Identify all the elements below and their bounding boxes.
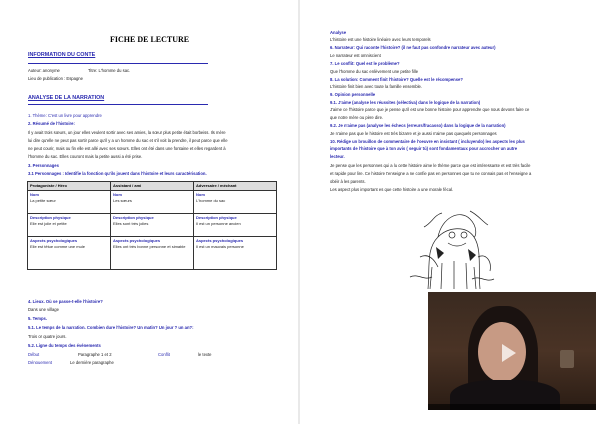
play-icon[interactable] <box>502 344 516 362</box>
table-cell: Description physique Elle est jolie et petite <box>28 214 111 237</box>
question-line: 9.1. J'aime (analyse les réussites (sélectiva) dans le logique de la narration) <box>330 100 481 105</box>
time-question: 5.1. Le temps de la narration. Combien dure l'histoire? Un matin? Un jour ? un an?: <box>28 325 194 330</box>
question-line: 9. Opinion personnelle <box>330 92 376 97</box>
answer-line: L'histoire est une histoire linéaire avec leurs temporels <box>330 37 431 42</box>
info-heading: INFORMATION DU CONTE <box>28 52 96 58</box>
summary-line: l'homme du sac. Elles couront mais la petite aussi a été prise. <box>28 154 143 159</box>
right-page <box>300 0 600 424</box>
characters-table <box>27 181 277 270</box>
table-cell: Description physique Il est un personne ancien <box>194 214 277 237</box>
table-cell: Description physique Elles sont très jolies <box>111 214 194 237</box>
summary-line: lui dire qu'elle ne peut pas sortir parce qu'il y a un homme du sac et s'il voit la prendre, il peut parce que elle <box>28 138 228 143</box>
characters-heading: 3. Personnages <box>28 163 59 168</box>
table-header: Assistant / ami <box>111 182 194 191</box>
analysis-heading: ANALYSE DE LA NARRATION <box>28 95 105 101</box>
timeline-end-label: Dénouement <box>28 360 52 365</box>
left-page <box>0 0 298 424</box>
question-line: lecteur. <box>330 154 345 159</box>
place-answer: Dans une village <box>28 307 59 312</box>
question-line: 7. Le conflit: Quel est le problème? <box>330 61 400 66</box>
timeline-end-value: Le dernière paragraphe <box>70 360 114 365</box>
timeline-heading: 5.2. Ligne du temps des événements <box>28 343 101 348</box>
question-line: importants de l'histoire que à ton avis ( seguir tú) sont fondamentaux pour accrocher un autre <box>330 146 518 151</box>
place-label: Lieu de publication : Espagne <box>28 76 83 81</box>
table-row <box>28 191 277 214</box>
timeline-conflict-label: Conflit <box>158 352 170 357</box>
page-title: FICHE DE LECTURE <box>110 35 190 44</box>
video-lamp <box>560 350 574 368</box>
question-line: 10. Rédige un brouillon de commentaire de l'oeuvre en insistant ( incluyendo) les aspects les plus <box>330 139 525 144</box>
table-header: Adversaire / méchant <box>194 182 277 191</box>
time-answer: Trois or quatre jours. <box>28 334 67 339</box>
table-row <box>28 214 277 237</box>
time-heading: 5. Temps. <box>28 316 48 321</box>
timeline-conflict-value: le texte <box>198 352 212 357</box>
analysis-divider <box>28 104 208 105</box>
info-divider <box>28 63 208 64</box>
answer-line: L'histoire finit bien avec toute la famille ensemble. <box>330 84 423 89</box>
question-line: 8. La solution: Comment finit l'histoire? Quelle est le récompense? <box>330 77 463 82</box>
table-cell: Aspects psychologiques Elles ont très bonne personne et simable <box>111 237 194 270</box>
characters-subheading: 3.1 Personnages : Identifie la fonction qu'ils jouent dans l'histoire et leurs caractérisation. <box>28 171 207 176</box>
place-question: 4. Lieux. Où se passe-t-elle l'histoire? <box>28 299 103 304</box>
answer-line: obéir à les parents. <box>330 179 366 184</box>
question-line: 6. Narrateur: Qui raconte l'histoire? (il ne faut pas confondre narrateur avec auteur) <box>330 45 496 50</box>
timeline-start-value: Paragraphe 1 et 2 <box>78 352 112 357</box>
sketch-illustration <box>408 197 496 293</box>
video-player[interactable] <box>428 292 596 410</box>
answer-line: Les aspect plus important es que cette histoire a une morale fécal. <box>330 187 454 192</box>
answer-line: J'aime ce l'histoire parce que je pense qu'il est une bonne histoire pour apprendre que nous devons faire ce <box>330 107 530 112</box>
table-header-row <box>28 182 277 191</box>
table-cell: Nom La petite sœur <box>28 191 111 214</box>
table-cell: Nom L'homme du sac <box>194 191 277 214</box>
video-control-bar[interactable] <box>428 404 596 410</box>
summary-line: Il y avait trois sœurs, un jour elles veulent sortir avec ses amies, la sœur plus petite était borbeiss. Ils mère <box>28 130 226 135</box>
table-row <box>28 237 277 270</box>
title-label: Titre: L'homme du sac. <box>88 68 131 73</box>
answer-line: et rapide pour lire. Ce histoire t'enseigne a ne confie pas en personnes que tu ne connais pas et l'enseigne a <box>330 171 532 176</box>
timeline-start-label: Début <box>28 352 40 357</box>
table-header: Protagoniste / Héro <box>28 182 111 191</box>
question-line: Analyse <box>330 30 347 35</box>
answer-line: Le narrateur est omniscient <box>330 53 381 58</box>
theme-line: 1. Thème: C'est un livre pour apprendre <box>28 113 102 118</box>
table-cell: Nom Les sœurs <box>111 191 194 214</box>
author-label: Auteur: anonyme <box>28 68 60 73</box>
summary-heading: 2. Résumé de l'histoire: <box>28 121 75 126</box>
question-line: 9.2. Je n'aime pas (analyse les échecs (erreurs/fracasso) dans la logique de la narration) <box>330 123 506 128</box>
table-cell: Aspects psychologiques Il est un mauvais personne <box>194 237 277 270</box>
answer-line: Je n'aime pas que le histoire est très bizarre et je aussi n'aime pas quequels personnages <box>330 131 497 136</box>
table-cell: Aspects psychologiques Elle est têtue comme une mule <box>28 237 111 270</box>
answer-line: Que l'homme du sac enlèvement une petite fille <box>330 69 419 74</box>
answer-line: que notre mère ou père dire. <box>330 115 384 120</box>
answer-line: Je pense que les personnes qui a lu cette histoire aime le thème parce que est intéressante et est très facile <box>330 163 531 168</box>
summary-line: ne peut courir, mais ou fin elle est allé avec ses sœurs. Elles ont été dans une fontaine et elles regardent à <box>28 146 226 151</box>
